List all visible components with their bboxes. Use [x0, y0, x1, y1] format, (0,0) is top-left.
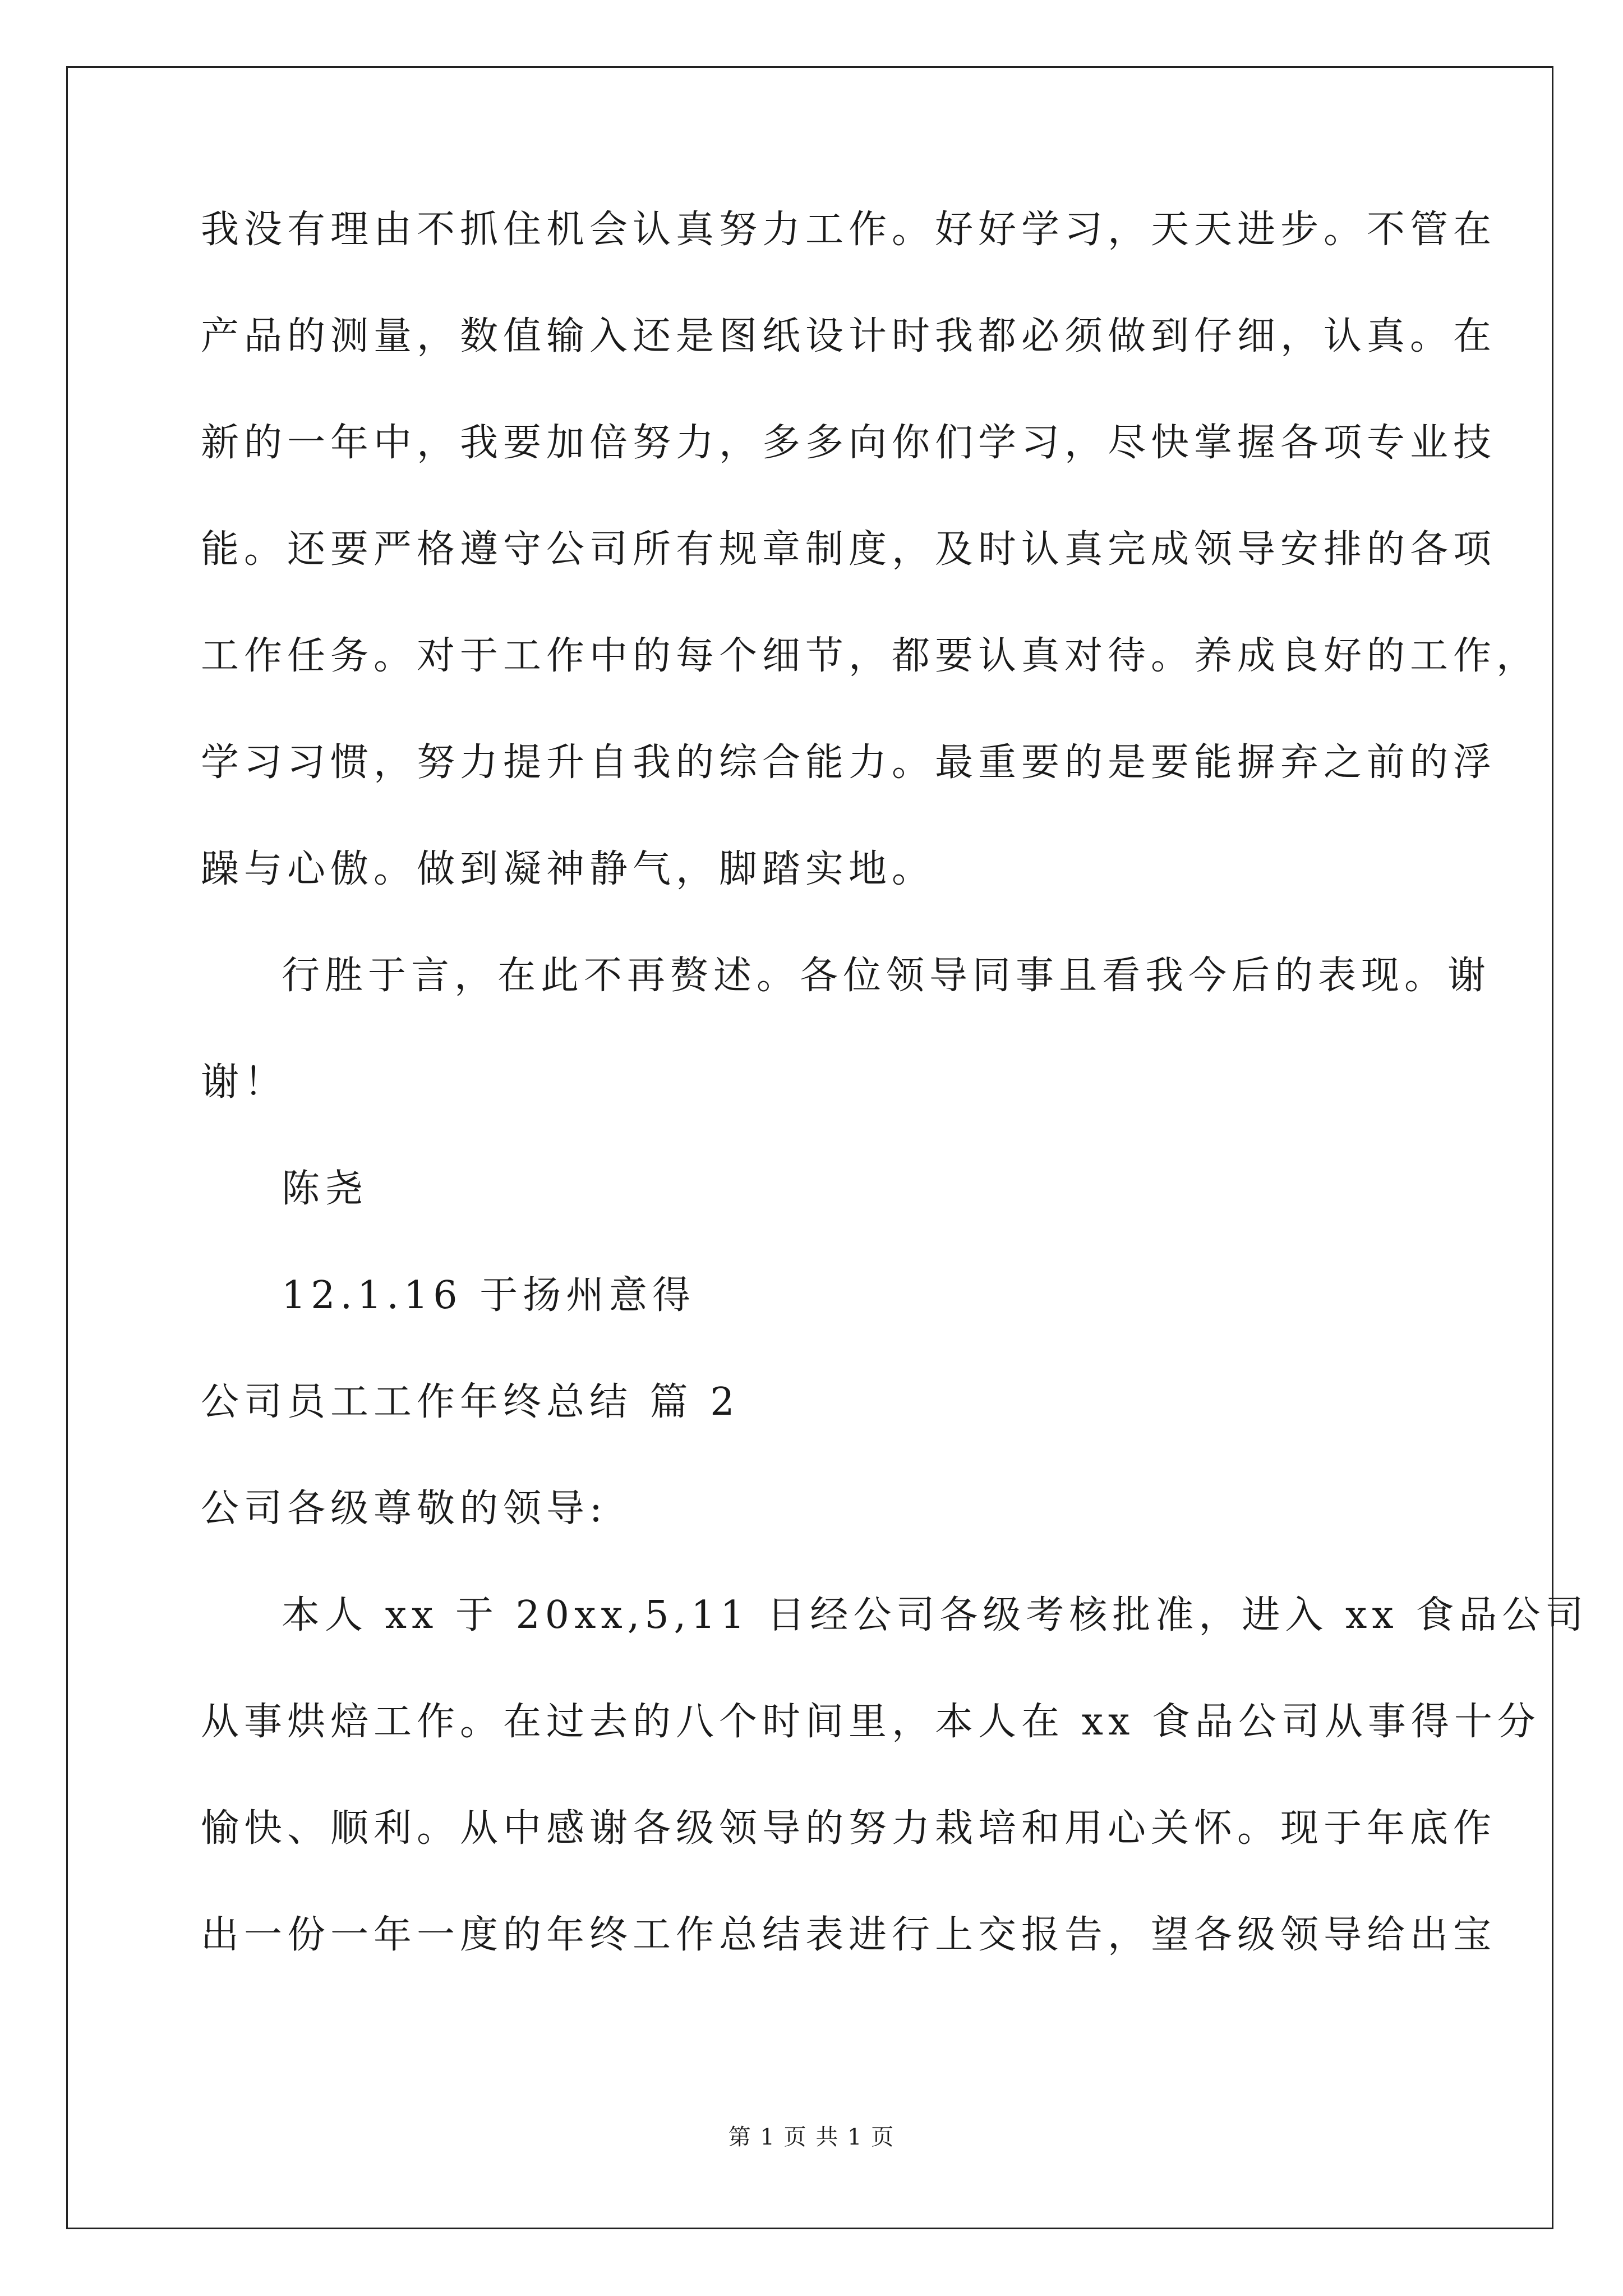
signature-date: 12.1.16 于扬州意得	[282, 1273, 696, 1318]
text-line: 愉快、顺利。从中感谢各级领导的努力栽培和用心关怀。现于年底作	[201, 1806, 1497, 1851]
text-line: 谢！	[201, 1060, 288, 1105]
page-border	[66, 66, 1553, 2229]
text-line: 新的一年中，我要加倍努力，多多向你们学习，尽快掌握各项专业技	[201, 421, 1497, 465]
text-line: 出一份一年一度的年终工作总结表进行上交报告，望各级领导给出宝	[201, 1913, 1497, 1957]
page-footer: 第 1 页 共 1 页	[728, 2124, 895, 2150]
text-line: 产品的测量，数值输入还是图纸设计时我都必须做到仔细，认真。在	[201, 314, 1497, 358]
text-line: 本人 xx 于 20xx,5,11 日经公司各级考核批准，进入 xx 食品公司	[282, 1593, 1589, 1637]
text-line: 行胜于言，在此不再赘述。各位领导同事且看我今后的表现。谢	[282, 954, 1491, 998]
signature-name: 陈尧	[282, 1167, 368, 1211]
text-line: 能。还要严格遵守公司所有规章制度，及时认真完成领导安排的各项	[201, 527, 1497, 572]
text-line: 从事烘焙工作。在过去的八个时间里，本人在 xx 食品公司从事得十分	[201, 1700, 1541, 1744]
text-line: 学习习惯，努力提升自我的综合能力。最重要的是要能摒弃之前的浮	[201, 740, 1497, 785]
text-line: 躁与心傲。做到凝神静气，脚踏实地。	[201, 847, 935, 891]
section-heading: 公司员工工作年终总结 篇 2	[201, 1380, 740, 1424]
text-line: 工作任务。对于工作中的每个细节，都要认真对待。养成良好的工作，	[201, 634, 1540, 678]
salutation: 公司各级尊敬的领导:	[201, 1487, 607, 1531]
text-line: 我没有理由不抓住机会认真努力工作。好好学习，天天进步。不管在	[201, 208, 1497, 252]
